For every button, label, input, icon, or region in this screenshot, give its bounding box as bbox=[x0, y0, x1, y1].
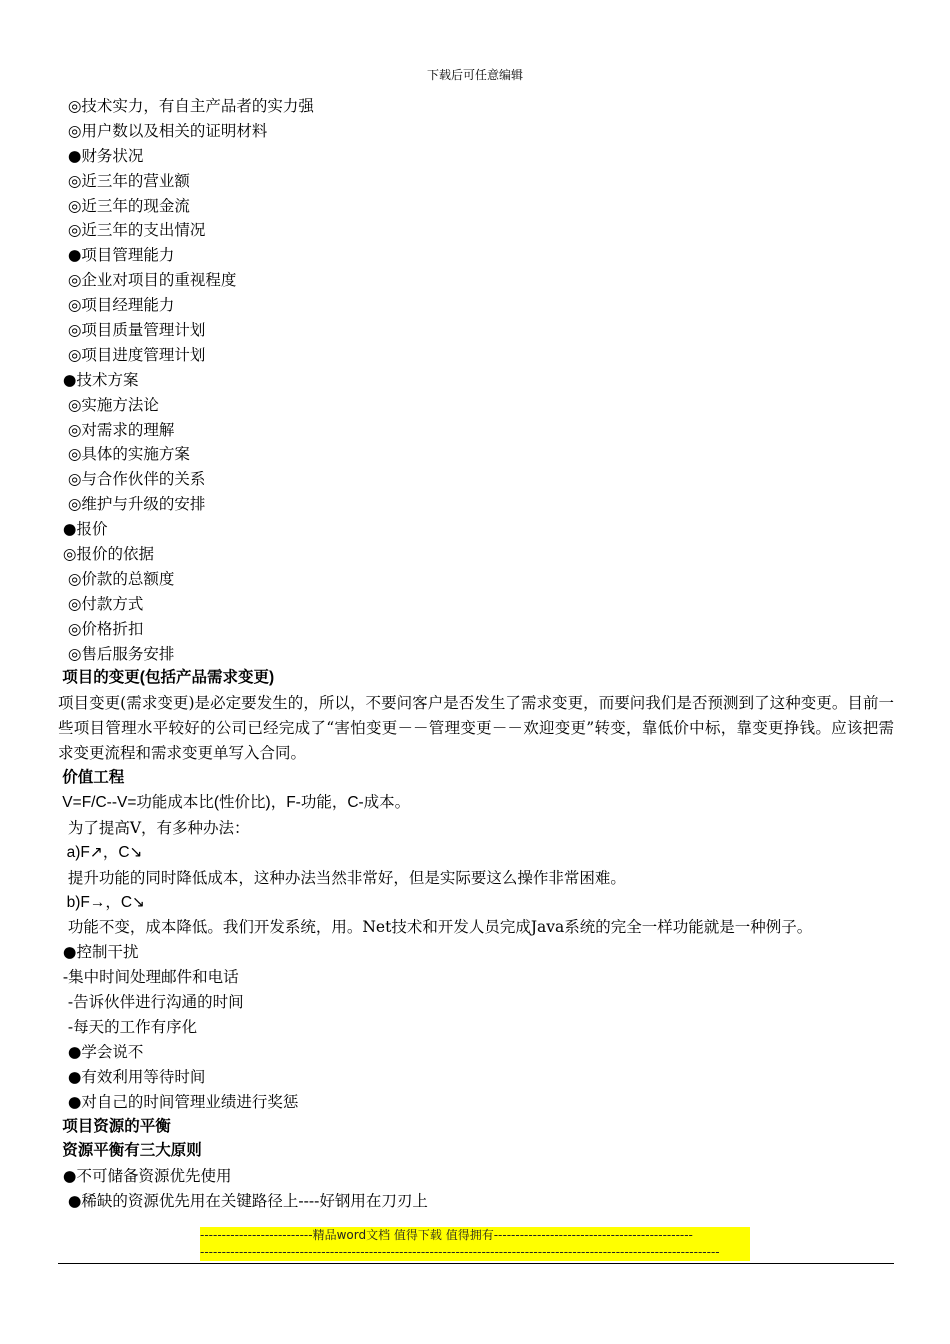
list-item: ●控制干扰 bbox=[58, 943, 139, 962]
body-paragraph: 项目变更(需求变更)是必定要发生的，所以，不要问客户是否发生了需求变更，而要问我们是否预测到了这种变更。目前一些项目管理水平较好的公司已经完成了“害怕变更－－管理变更－－欢迎变更”转变，靠低价中标，靠变更挣钱。应该把需求变更流程和需求变更单写入合同。 bbox=[58, 694, 894, 763]
footer-highlight-band bbox=[200, 1227, 750, 1261]
list-item: ◎价款的总额度 bbox=[58, 569, 175, 588]
section-heading: 价值工程 bbox=[58, 769, 125, 787]
text-line: b)F→，C↘ bbox=[58, 893, 146, 911]
list-item: ◎项目质量管理计划 bbox=[58, 321, 206, 340]
text-line: V=F/C--V=功能成本比(性价比)，F-功能，C-成本。 bbox=[58, 793, 411, 811]
list-item: ◎与合作伙伴的关系 bbox=[58, 470, 206, 489]
list-item: ●对自己的时间管理业绩进行奖惩 bbox=[58, 1092, 299, 1111]
list-item: ◎项目经理能力 bbox=[58, 296, 175, 315]
list-item: 为了提高V，有多种办法： bbox=[58, 818, 250, 837]
list-item: ●技术方案 bbox=[58, 370, 139, 389]
page-header: 下载后可任意编辑 bbox=[426, 68, 523, 82]
list-item: ●学会说不 bbox=[58, 1042, 144, 1061]
list-item: ●稀缺的资源优先用在关键路径上----好钢用在刀刃上 bbox=[58, 1192, 428, 1211]
list-item: ◎付款方式 bbox=[58, 594, 144, 613]
list-item: ◎实施方法论 bbox=[58, 395, 159, 414]
list-item: -告诉伙伴进行沟通的时间 bbox=[58, 993, 244, 1012]
list-item: 提升功能的同时降低成本，这种办法当然非常好，但是实际要这么操作非常困难。 bbox=[58, 868, 626, 887]
list-item: ◎近三年的现金流 bbox=[58, 196, 190, 215]
footer-rule bbox=[58, 1263, 894, 1264]
text-line: a)F↗，C↘ bbox=[58, 843, 143, 861]
list-item: ◎用户数以及相关的证明材料 bbox=[58, 121, 268, 140]
list-item: ●财务状况 bbox=[58, 146, 144, 165]
list-item: ●有效利用等待时间 bbox=[58, 1067, 206, 1086]
list-item: ◎报价的依据 bbox=[58, 545, 154, 564]
list-item: -集中时间处理邮件和电话 bbox=[58, 968, 239, 987]
list-item: ◎具体的实施方案 bbox=[58, 445, 190, 464]
section-heading: 项目资源的平衡 bbox=[58, 1117, 171, 1135]
list-item: ◎近三年的营业额 bbox=[58, 171, 190, 190]
list-item: ●不可储备资源优先使用 bbox=[58, 1167, 232, 1186]
list-item: ◎近三年的支出情况 bbox=[58, 221, 206, 240]
footer-line-1: --------------------------精品word文档 值得下载 值得拥有---------------------------------------------- bbox=[200, 1228, 693, 1242]
list-item: 功能不变，成本降低。我们开发系统，用。Net技术和开发人员完成Java系统的完全一样功能就是一种例子。 bbox=[58, 918, 813, 937]
list-item: ◎项目进度管理计划 bbox=[58, 345, 206, 364]
list-item: ◎技术实力，有自主产品者的实力强 bbox=[58, 97, 314, 115]
section-heading: 项目的变更(包括产品需求变更) bbox=[58, 669, 275, 687]
footer-line-2: ------------------------------------------------------------------------------------------------------------------------ bbox=[200, 1245, 720, 1259]
list-item: ◎维护与升级的安排 bbox=[58, 495, 206, 514]
list-item: -每天的工作有序化 bbox=[58, 1018, 198, 1036]
list-item: ◎企业对项目的重视程度 bbox=[58, 271, 237, 290]
list-item: ◎售后服务安排 bbox=[58, 644, 175, 663]
list-item: ◎价格折扣 bbox=[58, 619, 144, 638]
document-body bbox=[58, 94, 894, 1214]
list-item: ●项目管理能力 bbox=[58, 246, 175, 265]
list-item: ●报价 bbox=[58, 520, 108, 539]
section-heading: 资源平衡有三大原则 bbox=[58, 1142, 202, 1160]
list-item: ◎对需求的理解 bbox=[58, 420, 175, 439]
